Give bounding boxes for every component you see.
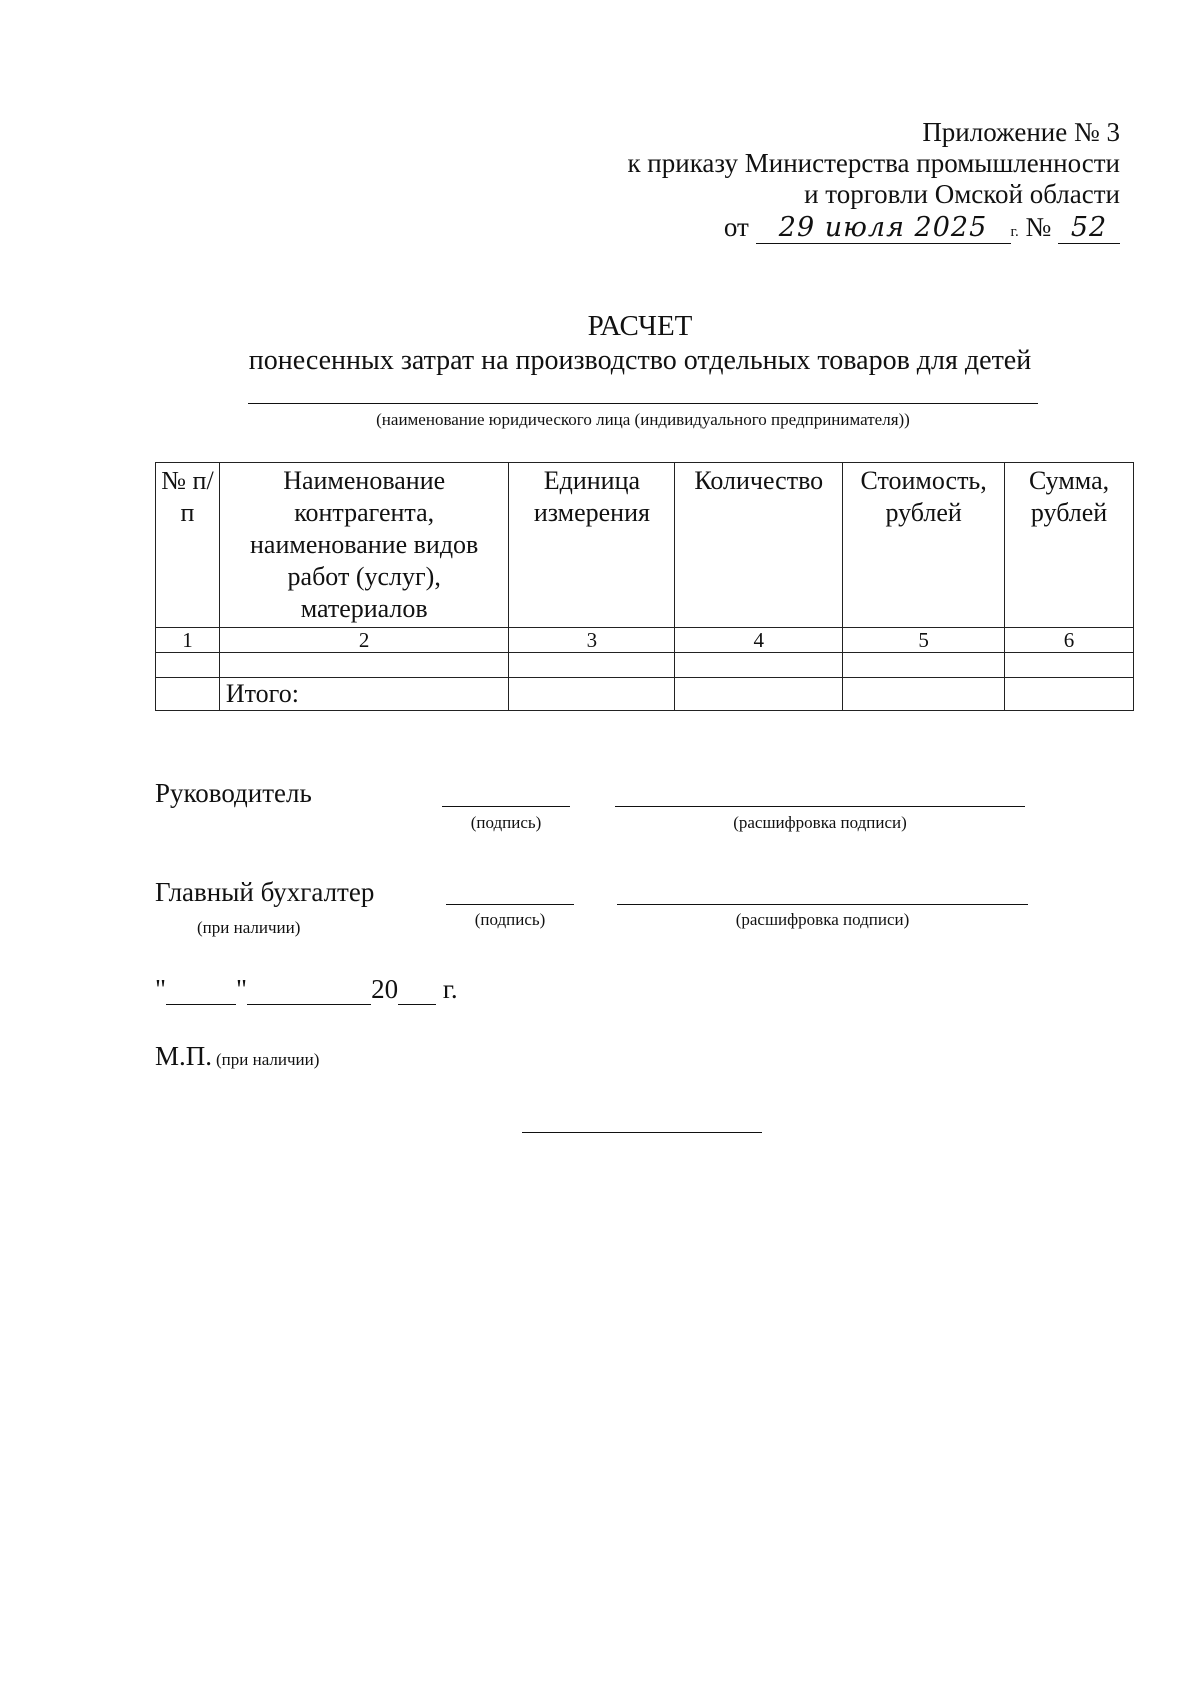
table-cell bbox=[156, 678, 220, 711]
stamp-line bbox=[155, 1041, 319, 1072]
date-year-prefix: 20 bbox=[371, 974, 399, 1004]
date-month-blank[interactable] bbox=[247, 978, 371, 1005]
col-header-name: Наименование контрагента, наименование видов работ (услуг), материалов bbox=[219, 463, 509, 628]
appendix-number: Приложение № 3 bbox=[922, 117, 1120, 147]
head-name-line[interactable] bbox=[615, 806, 1025, 807]
entity-name-line bbox=[248, 403, 1038, 404]
head-label: Руководитель bbox=[155, 778, 312, 808]
total-label: Итого: bbox=[219, 678, 509, 711]
accountant-note: (при наличии) bbox=[197, 918, 301, 937]
date-line bbox=[155, 974, 458, 1005]
head-name-caption: (расшифровка подписи) bbox=[733, 813, 907, 832]
table-cell[interactable] bbox=[219, 653, 509, 678]
col-number-4: 4 bbox=[675, 628, 843, 653]
closing-rule bbox=[522, 1132, 762, 1133]
from-prefix: от bbox=[723, 212, 749, 242]
total-row bbox=[156, 678, 1134, 711]
ministry-region: и торговли Омской области bbox=[804, 179, 1120, 209]
table-cell[interactable] bbox=[509, 678, 675, 711]
table-cell[interactable] bbox=[1005, 678, 1134, 711]
handwritten-date: 29 июля 2025 bbox=[756, 212, 1011, 244]
stamp-note: (при наличии) bbox=[216, 1050, 320, 1069]
document-title: РАСЧЕТ bbox=[587, 310, 693, 342]
accountant-name-line[interactable] bbox=[617, 904, 1028, 905]
col-header-number: № п/п bbox=[156, 463, 220, 628]
cost-table bbox=[155, 462, 1134, 711]
col-number-3: 3 bbox=[509, 628, 675, 653]
column-numbers-row bbox=[156, 628, 1134, 653]
table-cell[interactable] bbox=[675, 653, 843, 678]
document-subtitle: понесенных затрат на производство отдельных товаров для детей bbox=[248, 345, 1032, 376]
table-cell[interactable] bbox=[509, 653, 675, 678]
table-cell[interactable] bbox=[843, 653, 1005, 678]
accountant-label: Главный бухгалтер bbox=[155, 877, 375, 907]
handwritten-number: 52 bbox=[1058, 212, 1120, 244]
col-header-sum: Сумма, рублей bbox=[1005, 463, 1134, 628]
date-day-blank[interactable] bbox=[166, 978, 236, 1005]
table-cell[interactable] bbox=[843, 678, 1005, 711]
head-signature-caption: (подпись) bbox=[470, 813, 542, 832]
table-cell[interactable] bbox=[1005, 653, 1134, 678]
date-quote-open: " bbox=[155, 974, 167, 1004]
date-year-suffix: г. bbox=[442, 974, 458, 1004]
entity-name-caption: (наименование юридического лица (индивидуального предпринимателя)) bbox=[376, 410, 910, 429]
col-number-1: 1 bbox=[156, 628, 220, 653]
col-header-quantity: Количество bbox=[675, 463, 843, 628]
accountant-signature-caption: (подпись) bbox=[474, 910, 546, 929]
stamp-label: М.П. bbox=[155, 1041, 213, 1071]
col-header-cost: Стоимость, рублей bbox=[843, 463, 1005, 628]
date-year-blank[interactable] bbox=[398, 978, 436, 1005]
number-prefix: № bbox=[1025, 212, 1052, 242]
col-number-2: 2 bbox=[219, 628, 509, 653]
accountant-name-caption: (расшифровка подписи) bbox=[735, 910, 910, 929]
col-number-6: 6 bbox=[1005, 628, 1134, 653]
date-quote-close: " bbox=[236, 974, 248, 1004]
col-number-5: 5 bbox=[843, 628, 1005, 653]
table-cell[interactable] bbox=[156, 653, 220, 678]
table-row bbox=[156, 653, 1134, 678]
table-cell[interactable] bbox=[675, 678, 843, 711]
year-suffix: г. bbox=[1010, 224, 1019, 240]
order-date-line bbox=[627, 212, 1120, 248]
accountant-signature-line[interactable] bbox=[446, 904, 574, 905]
head-signature-line[interactable] bbox=[442, 806, 570, 807]
table-header-row bbox=[156, 463, 1134, 628]
appendix-header bbox=[627, 117, 1120, 248]
col-header-unit: Единица измерения bbox=[509, 463, 675, 628]
order-reference: к приказу Министерства промышленности bbox=[627, 148, 1120, 178]
